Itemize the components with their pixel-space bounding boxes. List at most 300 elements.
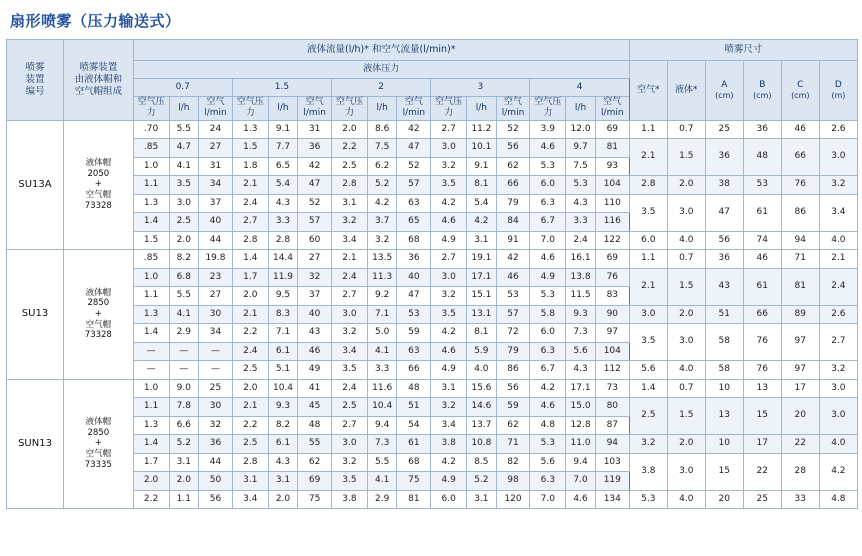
data-cell: 5.2 <box>367 176 397 195</box>
data-cell: 2.8 <box>268 231 298 250</box>
data-cell: 52 <box>298 194 332 213</box>
data-cell: 52 <box>397 157 431 176</box>
data-cell: 27 <box>298 250 332 269</box>
spray-size-cell-d: 2.4 <box>819 268 857 305</box>
header-device-number-l2: 装置 <box>25 73 45 85</box>
data-cell: 7.3 <box>566 324 596 343</box>
data-cell: 2.8 <box>232 231 268 250</box>
data-cell: 2.0 <box>268 490 298 509</box>
data-cell: 3.2 <box>367 231 397 250</box>
data-cell: 6.3 <box>530 342 566 361</box>
data-cell: 4.2 <box>431 194 467 213</box>
data-cell: 3.5 <box>431 176 467 195</box>
data-cell: 2.1 <box>332 250 368 269</box>
data-cell: 8.1 <box>467 324 497 343</box>
data-cell: 10.1 <box>467 139 497 158</box>
spray-size-cell-c: 66 <box>781 139 819 176</box>
header-size-a-unit: (cm) <box>715 90 734 100</box>
header-pressure-4: 4 <box>530 79 629 97</box>
data-cell: 43 <box>298 324 332 343</box>
header-size-d <box>819 61 857 121</box>
data-cell: 34 <box>199 176 233 195</box>
data-cell: 9.2 <box>367 287 397 306</box>
data-cell: 94 <box>595 435 629 454</box>
data-cell: 3.0 <box>431 139 467 158</box>
spray-size-cell-a: 58 <box>705 361 743 380</box>
data-cell: 34 <box>199 324 233 343</box>
spray-size-cell-d: 3.0 <box>819 398 857 435</box>
data-cell: 62 <box>496 157 530 176</box>
header-pressure-2: 2 <box>332 79 431 97</box>
spray-size-cell-d: 4.0 <box>819 435 857 454</box>
data-cell: 9.7 <box>566 139 596 158</box>
spray-size-cell-liquid: 2.0 <box>667 435 705 454</box>
device-composition-line: + <box>94 308 102 319</box>
data-cell: 3.8 <box>332 490 368 509</box>
spray-size-cell-d: 4.0 <box>819 231 857 250</box>
data-cell: 80 <box>595 398 629 417</box>
spray-size-cell-liquid: 3.0 <box>667 324 705 361</box>
header-sub-air-0 <box>199 97 233 121</box>
device-composition-cell <box>64 120 134 250</box>
header-sub-lh-2: l/h <box>367 97 397 121</box>
header-size-b-label: B <box>759 79 766 90</box>
data-cell: 2.1 <box>232 305 268 324</box>
spray-size-cell-air: 3.5 <box>629 194 667 231</box>
data-cell: .70 <box>133 120 169 139</box>
spray-size-cell-d: 3.0 <box>819 139 857 176</box>
header-size-c <box>781 61 819 121</box>
table-head <box>7 40 858 121</box>
header-sub-air-2 <box>397 97 431 121</box>
data-cell: 2.9 <box>169 324 199 343</box>
header-size-a-label: A <box>721 79 728 90</box>
data-cell: 45 <box>298 398 332 417</box>
data-cell: 17.1 <box>566 379 596 398</box>
header-size-b-unit: (cm) <box>753 90 772 100</box>
device-number-cell: SU13 <box>7 250 64 380</box>
data-cell: 24 <box>199 120 233 139</box>
spray-size-cell-liquid: 2.0 <box>667 305 705 324</box>
spray-size-cell-air: 1.1 <box>629 250 667 269</box>
data-cell: 12.0 <box>566 120 596 139</box>
data-cell: 57 <box>496 305 530 324</box>
spray-size-cell-c: 28 <box>781 453 819 490</box>
header-sub-air-4 <box>595 97 629 121</box>
data-cell: 90 <box>595 305 629 324</box>
spray-size-cell-c: 71 <box>781 250 819 269</box>
data-cell: 25 <box>199 379 233 398</box>
header-sub-air-3-l1: 空气 <box>504 97 523 107</box>
data-cell: 4.3 <box>268 453 298 472</box>
data-cell: 3.4 <box>431 416 467 435</box>
data-cell: 14.6 <box>467 398 497 417</box>
data-cell: 62 <box>298 453 332 472</box>
data-cell: 3.2 <box>332 213 368 232</box>
spray-size-cell-b: 25 <box>743 490 781 509</box>
data-cell: 1.1 <box>133 287 169 306</box>
data-cell: 11.0 <box>566 435 596 454</box>
device-composition-line: 73335 <box>84 459 112 470</box>
header-size-d-unit: (m) <box>831 90 846 100</box>
data-cell: 1.1 <box>133 176 169 195</box>
spray-size-cell-c: 94 <box>781 231 819 250</box>
data-cell: 75 <box>397 472 431 491</box>
data-cell: 15.1 <box>467 287 497 306</box>
spray-size-cell-liquid: 1.5 <box>667 268 705 305</box>
spray-size-cell-c: 17 <box>781 379 819 398</box>
data-cell: 27 <box>199 139 233 158</box>
data-cell: 2.1 <box>232 398 268 417</box>
header-sub-air-4-l1: 空气 <box>603 97 622 107</box>
spray-size-cell-d: 2.1 <box>819 250 857 269</box>
data-cell: 2.7 <box>332 287 368 306</box>
data-cell: — <box>199 361 233 380</box>
data-cell: 13.7 <box>467 416 497 435</box>
data-cell: 4.3 <box>268 194 298 213</box>
data-cell: 4.6 <box>530 250 566 269</box>
data-cell: 104 <box>595 176 629 195</box>
spray-size-cell-air: 5.6 <box>629 361 667 380</box>
device-composition-line: 空气帽 <box>85 319 112 330</box>
data-cell: 44 <box>199 453 233 472</box>
data-cell: 6.2 <box>367 157 397 176</box>
data-cell: 1.3 <box>232 120 268 139</box>
spray-size-cell-d: 2.6 <box>819 305 857 324</box>
data-cell: 11.9 <box>268 268 298 287</box>
device-composition-line: 2850 <box>87 298 110 309</box>
header-device-composition-l2: 由液体帽和 <box>74 73 123 85</box>
data-cell: 47 <box>397 287 431 306</box>
data-cell: 16.1 <box>566 250 596 269</box>
data-cell: 7.7 <box>268 139 298 158</box>
spray-size-cell-b: 61 <box>743 194 781 231</box>
data-cell: 103 <box>595 453 629 472</box>
data-cell: 47 <box>397 139 431 158</box>
data-cell: 2.0 <box>332 120 368 139</box>
header-size-air <box>629 61 667 121</box>
data-cell: .85 <box>133 250 169 269</box>
data-cell: 65 <box>397 213 431 232</box>
device-composition-line: 液体帽 <box>85 417 112 428</box>
spray-size-cell-b: 46 <box>743 250 781 269</box>
spray-size-cell-liquid: 4.0 <box>667 361 705 380</box>
spray-size-cell-liquid: 3.0 <box>667 194 705 231</box>
header-sub-air-4-l2: l/min <box>601 108 624 119</box>
data-cell: 3.5 <box>332 361 368 380</box>
data-cell: 59 <box>496 398 530 417</box>
data-cell: 3.1 <box>169 453 199 472</box>
data-cell: 5.3 <box>530 157 566 176</box>
data-cell: 4.0 <box>467 361 497 380</box>
data-cell: 4.2 <box>431 453 467 472</box>
data-cell: 2.2 <box>232 324 268 343</box>
header-size-liquid-label: 液体* <box>675 84 698 95</box>
data-cell: 42 <box>496 250 530 269</box>
device-composition-line: 2850 <box>87 427 110 438</box>
data-cell: — <box>199 342 233 361</box>
device-composition-line: 73328 <box>84 330 112 341</box>
spray-size-cell-c: 76 <box>781 176 819 195</box>
data-cell: 3.4 <box>232 490 268 509</box>
data-cell: 56 <box>496 139 530 158</box>
data-cell: 5.3 <box>566 176 596 195</box>
data-cell: 50 <box>199 472 233 491</box>
spray-spec-table <box>6 39 858 509</box>
data-cell: 1.1 <box>169 490 199 509</box>
data-cell: 3.7 <box>367 213 397 232</box>
data-cell: 68 <box>397 453 431 472</box>
data-cell: 8.2 <box>268 416 298 435</box>
data-cell: 2.0 <box>232 379 268 398</box>
table-row <box>7 268 858 287</box>
data-cell: 7.5 <box>367 139 397 158</box>
data-cell: 40 <box>199 213 233 232</box>
data-cell: 2.8 <box>232 453 268 472</box>
device-composition-cell <box>64 250 134 380</box>
data-cell: 3.1 <box>268 472 298 491</box>
data-cell: 12.8 <box>566 416 596 435</box>
header-sub-airpressure-2: 空气压力 <box>332 97 368 121</box>
data-cell: 7.5 <box>566 157 596 176</box>
data-cell: 5.1 <box>268 361 298 380</box>
data-cell: 56 <box>496 379 530 398</box>
data-cell: 5.4 <box>268 176 298 195</box>
data-cell: 3.0 <box>332 305 368 324</box>
data-cell: 40 <box>397 268 431 287</box>
data-cell: 5.2 <box>467 472 497 491</box>
data-cell: 6.8 <box>169 268 199 287</box>
data-cell: 14.4 <box>268 250 298 269</box>
data-cell: 2.0 <box>169 231 199 250</box>
spray-size-cell-air: 2.5 <box>629 398 667 435</box>
data-cell: 91 <box>496 231 530 250</box>
data-cell: 3.5 <box>332 472 368 491</box>
device-composition-line: 空气帽 <box>85 449 112 460</box>
data-cell: 3.4 <box>332 231 368 250</box>
data-cell: 4.6 <box>431 213 467 232</box>
header-device-number <box>7 40 64 121</box>
data-cell: 48 <box>298 416 332 435</box>
table-row <box>7 120 858 139</box>
data-cell: 110 <box>595 194 629 213</box>
data-cell: 84 <box>496 213 530 232</box>
table-body <box>7 120 858 509</box>
spray-size-cell-air: 3.8 <box>629 453 667 490</box>
data-cell: 8.1 <box>467 176 497 195</box>
data-cell: 62 <box>496 416 530 435</box>
device-composition-cell <box>64 379 134 509</box>
header-sub-air-2-l1: 空气 <box>404 97 423 107</box>
data-cell: 56 <box>199 490 233 509</box>
data-cell: 7.1 <box>367 305 397 324</box>
data-cell: 3.0 <box>332 435 368 454</box>
data-cell: 2.7 <box>431 250 467 269</box>
data-cell: 7.0 <box>566 472 596 491</box>
spray-size-cell-a: 10 <box>705 379 743 398</box>
header-sub-air-3-l2: l/min <box>501 108 525 119</box>
spray-size-cell-liquid: 2.0 <box>667 176 705 195</box>
header-sub-air-0-l1: 空气 <box>206 97 225 107</box>
data-cell: 55 <box>298 435 332 454</box>
data-cell: 82 <box>496 453 530 472</box>
spray-size-cell-a: 38 <box>705 176 743 195</box>
data-cell: 59 <box>397 324 431 343</box>
data-cell: 6.0 <box>530 176 566 195</box>
data-cell: 3.2 <box>431 287 467 306</box>
data-cell: 6.1 <box>268 435 298 454</box>
header-sub-air-2-l2: l/min <box>402 108 426 119</box>
data-cell: 36 <box>199 435 233 454</box>
device-composition-line: 液体帽 <box>85 158 112 169</box>
data-cell: 53 <box>397 305 431 324</box>
spray-size-cell-d: 2.6 <box>819 120 857 139</box>
data-cell: 4.9 <box>431 231 467 250</box>
spray-size-cell-d: 4.2 <box>819 453 857 490</box>
data-cell: 69 <box>595 120 629 139</box>
data-cell: 2.2 <box>133 490 169 509</box>
data-cell: 17.1 <box>467 268 497 287</box>
data-cell: 3.2 <box>431 398 467 417</box>
data-cell: 3.1 <box>332 194 368 213</box>
data-cell: 5.0 <box>367 324 397 343</box>
data-cell: 11.3 <box>367 268 397 287</box>
spray-size-cell-b: 74 <box>743 231 781 250</box>
data-cell: 5.3 <box>530 435 566 454</box>
data-cell: 11.5 <box>566 287 596 306</box>
data-cell: 5.5 <box>169 287 199 306</box>
data-cell: 2.2 <box>232 416 268 435</box>
data-cell: 6.7 <box>530 361 566 380</box>
data-cell: 5.3 <box>530 287 566 306</box>
header-sub-air-1-l2: l/min <box>303 108 326 119</box>
data-cell: 32 <box>298 268 332 287</box>
data-cell: 76 <box>595 268 629 287</box>
data-cell: 36 <box>298 139 332 158</box>
data-cell: 3.9 <box>530 120 566 139</box>
spray-size-cell-d: 3.2 <box>819 361 857 380</box>
data-cell: 30 <box>199 305 233 324</box>
data-cell: 4.1 <box>367 472 397 491</box>
device-composition-line: + <box>94 438 102 449</box>
spray-size-cell-b: 22 <box>743 453 781 490</box>
device-composition-line: 2050 <box>87 168 110 179</box>
device-composition-line: 73328 <box>84 200 112 211</box>
data-cell: 4.2 <box>431 324 467 343</box>
header-sub-airpressure-4: 空气压力 <box>530 97 566 121</box>
data-cell: 66 <box>496 176 530 195</box>
data-cell: 4.3 <box>566 361 596 380</box>
data-cell: 3.2 <box>431 157 467 176</box>
spray-size-cell-liquid: 0.7 <box>667 250 705 269</box>
spray-size-cell-a: 58 <box>705 324 743 361</box>
device-composition-line: 液体帽 <box>85 287 112 298</box>
header-size-liquid <box>667 61 705 121</box>
data-cell: 69 <box>595 250 629 269</box>
data-cell: 3.3 <box>367 361 397 380</box>
header-sub-airpressure-0: 空气压力 <box>133 97 169 121</box>
data-cell: 4.2 <box>467 213 497 232</box>
data-cell: 60 <box>298 231 332 250</box>
header-size-b <box>743 61 781 121</box>
spray-size-cell-air: 5.3 <box>629 490 667 509</box>
data-cell: 71 <box>496 435 530 454</box>
data-cell: 23 <box>199 268 233 287</box>
data-cell: 9.5 <box>268 287 298 306</box>
table-row <box>7 194 858 213</box>
spray-size-cell-liquid: 1.5 <box>667 398 705 435</box>
data-cell: 81 <box>595 139 629 158</box>
data-cell: 5.5 <box>169 120 199 139</box>
data-cell: 2.7 <box>431 120 467 139</box>
data-cell: 98 <box>496 472 530 491</box>
spray-size-cell-air: 2.1 <box>629 139 667 176</box>
header-sub-air-3 <box>496 97 530 121</box>
spray-size-cell-liquid: 3.0 <box>667 453 705 490</box>
header-sub-air-1-l1: 空气 <box>305 97 324 107</box>
spray-size-cell-liquid: 4.0 <box>667 231 705 250</box>
data-cell: 13.1 <box>467 305 497 324</box>
data-cell: 5.6 <box>530 453 566 472</box>
data-cell: 6.3 <box>530 194 566 213</box>
header-sub-airpressure-3: 空气压力 <box>431 97 467 121</box>
data-cell: 51 <box>397 398 431 417</box>
data-cell: 5.9 <box>467 342 497 361</box>
header-row-2 <box>7 61 858 79</box>
spray-size-cell-c: 20 <box>781 398 819 435</box>
data-cell: 134 <box>595 490 629 509</box>
data-cell: 4.2 <box>530 379 566 398</box>
data-cell: 2.0 <box>169 472 199 491</box>
data-cell: 8.6 <box>367 120 397 139</box>
data-cell: 3.2 <box>332 453 368 472</box>
data-cell: 31 <box>199 157 233 176</box>
data-cell: 9.4 <box>367 416 397 435</box>
data-cell: 2.5 <box>332 398 368 417</box>
spray-size-cell-a: 47 <box>705 194 743 231</box>
data-cell: — <box>133 361 169 380</box>
data-cell: 116 <box>595 213 629 232</box>
data-cell: 7.3 <box>367 435 397 454</box>
spray-size-cell-b: 15 <box>743 398 781 435</box>
spray-size-cell-b: 61 <box>743 268 781 305</box>
data-cell: 97 <box>595 324 629 343</box>
data-cell: 6.5 <box>268 157 298 176</box>
data-cell: 15.0 <box>566 398 596 417</box>
header-sub-lh-4: l/h <box>566 97 596 121</box>
data-cell: 19.8 <box>199 250 233 269</box>
data-cell: 30 <box>199 398 233 417</box>
data-cell: 13.5 <box>367 250 397 269</box>
data-cell: 2.5 <box>332 157 368 176</box>
spray-size-cell-b: 13 <box>743 379 781 398</box>
header-size-c-label: C <box>797 79 804 90</box>
data-cell: 36 <box>397 250 431 269</box>
data-cell: 19.1 <box>467 250 497 269</box>
data-cell: 6.3 <box>530 472 566 491</box>
data-cell: 5.8 <box>530 305 566 324</box>
data-cell: — <box>169 342 199 361</box>
data-cell: 4.2 <box>367 194 397 213</box>
data-cell: .85 <box>133 139 169 158</box>
header-pressure-1: 1.5 <box>232 79 331 97</box>
table-row <box>7 398 858 417</box>
table-row <box>7 250 858 269</box>
spray-size-cell-c: 33 <box>781 490 819 509</box>
data-cell: 119 <box>595 472 629 491</box>
data-cell: 37 <box>298 287 332 306</box>
data-cell: 9.3 <box>268 398 298 417</box>
